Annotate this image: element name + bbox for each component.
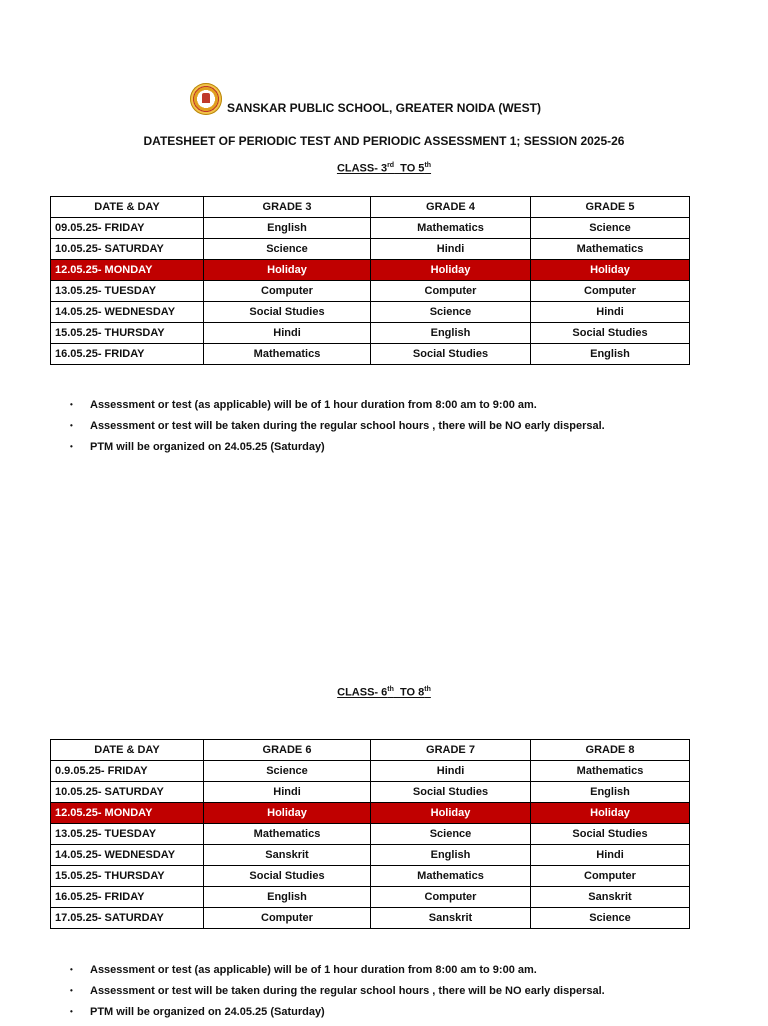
date-cell: 12.05.25- MONDAY bbox=[51, 260, 204, 281]
class-heading-3-to-5: CLASS- 3rd TO 5th bbox=[336, 162, 432, 175]
table-row bbox=[51, 761, 690, 782]
date-cell: 13.05.25- TUESDAY bbox=[51, 281, 204, 302]
subject-cell: Hindi bbox=[204, 323, 371, 344]
subject-cell: Social Studies bbox=[371, 344, 531, 365]
subject-cell: English bbox=[204, 218, 371, 239]
subject-cell: Computer bbox=[204, 908, 371, 929]
date-cell: 0.9.05.25- FRIDAY bbox=[51, 761, 204, 782]
subject-cell: Science bbox=[371, 302, 531, 323]
subject-cell: Holiday bbox=[371, 803, 531, 824]
date-cell: 09.05.25- FRIDAY bbox=[51, 218, 204, 239]
subject-cell: Social Studies bbox=[531, 323, 690, 344]
table-row bbox=[51, 866, 690, 887]
datesheet-table-grade-6-8 bbox=[50, 739, 690, 929]
school-name: SANSKAR PUBLIC SCHOOL, GREATER NOIDA (WEST) bbox=[227, 101, 541, 115]
column-header: GRADE 3 bbox=[204, 197, 371, 218]
class-heading-6-to-8: CLASS- 6th TO 8th bbox=[337, 686, 431, 699]
column-header: GRADE 4 bbox=[371, 197, 531, 218]
note-item: • Assessment or test (as applicable) will be of 1 hour duration from 8:00 am to 9:00 am. bbox=[70, 398, 605, 419]
date-cell: 15.05.25- THURSDAY bbox=[51, 866, 204, 887]
subject-cell: Mathematics bbox=[531, 761, 690, 782]
table-row bbox=[51, 302, 690, 323]
subject-cell: Computer bbox=[531, 281, 690, 302]
notes-list-grade-6-8 bbox=[70, 963, 605, 1026]
column-header: GRADE 7 bbox=[371, 740, 531, 761]
note-item: • Assessment or test will be taken during the regular school hours , there will be NO early dispersal. bbox=[70, 419, 605, 440]
subject-cell: Computer bbox=[371, 887, 531, 908]
subject-cell: English bbox=[531, 782, 690, 803]
table-row bbox=[51, 281, 690, 302]
subject-cell: Mathematics bbox=[531, 239, 690, 260]
subject-cell: English bbox=[371, 323, 531, 344]
subject-cell: Sanskrit bbox=[204, 845, 371, 866]
subject-cell: Hindi bbox=[371, 761, 531, 782]
notes-list-grade-3-5 bbox=[70, 398, 605, 461]
subject-cell: Social Studies bbox=[371, 782, 531, 803]
school-header bbox=[0, 101, 768, 115]
column-header: GRADE 6 bbox=[204, 740, 371, 761]
note-item: • Assessment or test will be taken during the regular school hours , there will be NO early dispersal. bbox=[70, 984, 605, 1005]
date-cell: 16.05.25- FRIDAY bbox=[51, 344, 204, 365]
table-header-row bbox=[51, 740, 690, 761]
date-cell: 17.05.25- SATURDAY bbox=[51, 908, 204, 929]
subject-cell: Mathematics bbox=[371, 218, 531, 239]
date-cell: 13.05.25- TUESDAY bbox=[51, 824, 204, 845]
subject-cell: English bbox=[204, 887, 371, 908]
table-row bbox=[51, 803, 690, 824]
column-header: DATE & DAY bbox=[51, 197, 204, 218]
subject-cell: Computer bbox=[204, 281, 371, 302]
note-item: • PTM will be organized on 24.05.25 (Saturday) bbox=[70, 440, 605, 461]
subject-cell: Hindi bbox=[371, 239, 531, 260]
subject-cell: Sanskrit bbox=[371, 908, 531, 929]
subject-cell: Hindi bbox=[531, 845, 690, 866]
subject-cell: Holiday bbox=[371, 260, 531, 281]
date-cell: 16.05.25- FRIDAY bbox=[51, 887, 204, 908]
subject-cell: Science bbox=[531, 218, 690, 239]
subject-cell: Computer bbox=[531, 866, 690, 887]
table-row bbox=[51, 782, 690, 803]
subject-cell: Science bbox=[371, 824, 531, 845]
note-item: • Assessment or test (as applicable) will be of 1 hour duration from 8:00 am to 9:00 am. bbox=[70, 963, 605, 984]
subject-cell: Computer bbox=[371, 281, 531, 302]
table-row bbox=[51, 824, 690, 845]
date-cell: 15.05.25- THURSDAY bbox=[51, 323, 204, 344]
table-row bbox=[51, 845, 690, 866]
column-header: GRADE 5 bbox=[531, 197, 690, 218]
date-cell: 10.05.25- SATURDAY bbox=[51, 782, 204, 803]
subject-cell: English bbox=[531, 344, 690, 365]
table-row bbox=[51, 218, 690, 239]
subject-cell: Holiday bbox=[531, 260, 690, 281]
table-row bbox=[51, 260, 690, 281]
subject-cell: Mathematics bbox=[204, 824, 371, 845]
table-row bbox=[51, 344, 690, 365]
subject-cell: Hindi bbox=[204, 782, 371, 803]
subject-cell: Mathematics bbox=[371, 866, 531, 887]
note-item: • PTM will be organized on 24.05.25 (Saturday) bbox=[70, 1005, 605, 1026]
table-row bbox=[51, 887, 690, 908]
subject-cell: Science bbox=[204, 761, 371, 782]
datesheet-title: DATESHEET OF PERIODIC TEST AND PERIODIC ASSESSMENT 1; SESSION 2025-26 bbox=[143, 134, 625, 148]
date-cell: 12.05.25- MONDAY bbox=[51, 803, 204, 824]
subject-cell: English bbox=[371, 845, 531, 866]
subject-cell: Sanskrit bbox=[531, 887, 690, 908]
subject-cell: Social Studies bbox=[204, 866, 371, 887]
subject-cell: Science bbox=[531, 908, 690, 929]
table-header-row bbox=[51, 197, 690, 218]
subject-cell: Social Studies bbox=[531, 824, 690, 845]
table-row bbox=[51, 908, 690, 929]
table-row bbox=[51, 239, 690, 260]
date-cell: 14.05.25- WEDNESDAY bbox=[51, 302, 204, 323]
column-header: GRADE 8 bbox=[531, 740, 690, 761]
subject-cell: Social Studies bbox=[204, 302, 371, 323]
subject-cell: Holiday bbox=[204, 260, 371, 281]
subject-cell: Mathematics bbox=[204, 344, 371, 365]
subject-cell: Holiday bbox=[531, 803, 690, 824]
subject-cell: Science bbox=[204, 239, 371, 260]
subject-cell: Hindi bbox=[531, 302, 690, 323]
datesheet-table-grade-3-5 bbox=[50, 196, 690, 365]
date-cell: 14.05.25- WEDNESDAY bbox=[51, 845, 204, 866]
date-cell: 10.05.25- SATURDAY bbox=[51, 239, 204, 260]
table-row bbox=[51, 323, 690, 344]
subject-cell: Holiday bbox=[204, 803, 371, 824]
column-header: DATE & DAY bbox=[51, 740, 204, 761]
school-logo-icon bbox=[190, 83, 222, 115]
